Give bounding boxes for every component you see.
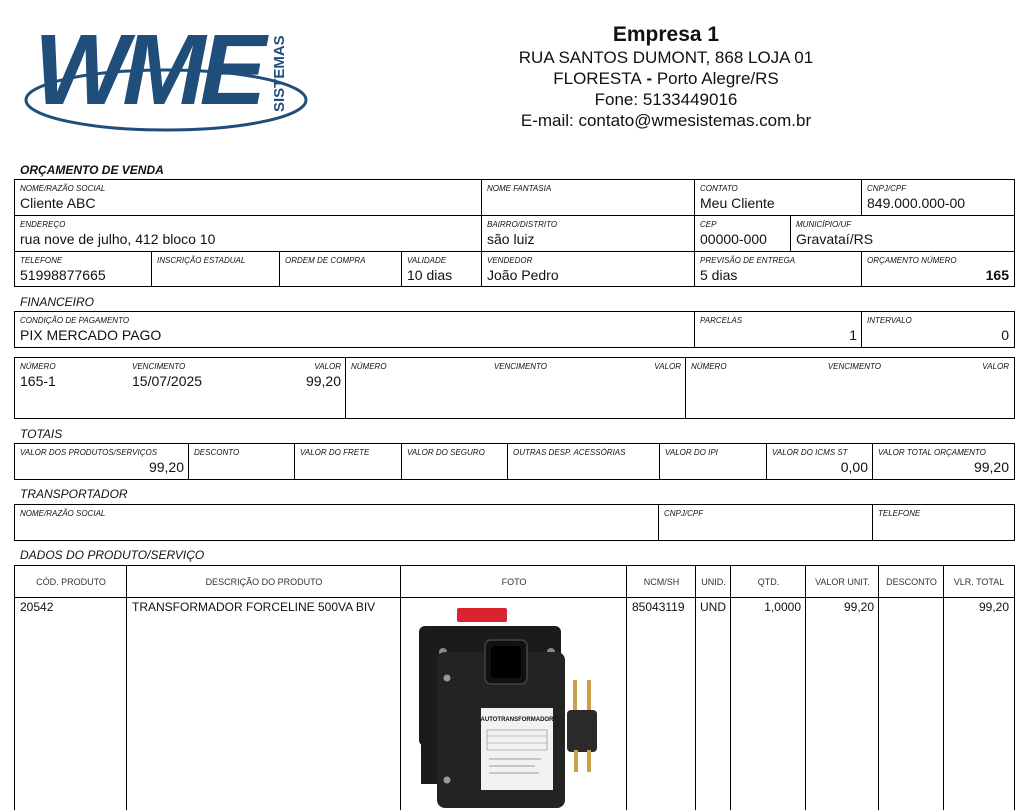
installment-1: NÚMERO VENCIMENTO VALOR 165-1 15/07/2025 99,20 xyxy=(20,362,341,389)
company-district: FLORESTA - Porto Alegre/RS xyxy=(553,69,779,88)
product-total: 99,20 xyxy=(978,600,1009,614)
total-ipi-cell: VALOR DO IPI xyxy=(659,444,767,479)
carrier-box xyxy=(14,504,1015,541)
product-qty: 1,0000 xyxy=(764,600,801,614)
client-box xyxy=(14,179,1015,287)
payment-box xyxy=(14,311,1015,348)
budget-title: ORÇAMENTO DE VENDA xyxy=(20,163,164,177)
company-logo xyxy=(22,20,312,138)
company-phone: Fone: 5133449016 xyxy=(594,90,738,109)
company-name: Empresa 1 xyxy=(612,23,720,46)
client-cnpj-cell: CNPJ/CPF 849.000.000-00 xyxy=(861,180,1014,216)
logo-text: WME xyxy=(34,20,261,126)
col-code: CÓD. PRODUTO 20542 xyxy=(15,566,127,810)
client-fantasy-cell: NOME FANTASIA xyxy=(481,180,695,216)
product-photo xyxy=(411,604,631,809)
client-order-cell: ORDEM DE COMPRA xyxy=(279,252,402,287)
company-email: E-mail: contato@wmesistemas.com.br xyxy=(520,111,812,130)
total-budget-cell: VALOR TOTAL ORÇAMENTO 99,20 xyxy=(872,444,1014,479)
carrier-title: TRANSPORTADOR xyxy=(20,487,128,501)
installment-value: 99,20 xyxy=(305,373,341,389)
installment-2: NÚMERO VENCIMENTO VALOR xyxy=(345,358,686,418)
col-discount: DESCONTO xyxy=(878,566,944,810)
col-unit-value: VALOR UNIT. 99,20 xyxy=(805,566,879,810)
photo-label: AUTOTRANSFORMADOR xyxy=(480,717,554,723)
col-qty: QTD. 1,0000 xyxy=(730,566,806,810)
product-desc: TRANSFORMADOR FORCELINE 500VA BIV xyxy=(132,600,376,614)
col-photo: FOTO AUTOTRANSFORMADOR xyxy=(400,566,627,810)
client-phone-cell: TELEFONE 51998877665 xyxy=(20,256,106,283)
client-cep-cell: CEP 00000-000 xyxy=(694,216,791,251)
totals-box xyxy=(14,443,1015,480)
client-ie-cell: INSCRIÇÃO ESTADUAL xyxy=(151,252,280,287)
budget-seller-cell: VENDEDOR João Pedro xyxy=(481,252,695,287)
total-products-cell: VALOR DOS PRODUTOS/SERVIÇOS 99,20 xyxy=(20,448,184,475)
client-name-cell: NOME/RAZÃO SOCIAL Cliente ABC xyxy=(15,180,482,216)
client-contact-cell: CONTATO Meu Cliente xyxy=(694,180,862,216)
installments-box xyxy=(14,357,1015,419)
company-address: RUA SANTOS DUMONT, 868 LOJA 01 xyxy=(518,48,814,67)
col-ncm: NCM/SH 85043119 xyxy=(626,566,696,810)
budget-number-cell: ORÇAMENTO NÚMERO 165 xyxy=(861,252,1014,287)
installment-number: 165-1 xyxy=(20,373,56,389)
budget-validity-cell: VALIDADE 10 dias xyxy=(401,252,482,287)
company-info xyxy=(470,22,862,131)
carrier-phone-cell: TELEFONE xyxy=(872,505,1014,540)
col-total: VLR. TOTAL 99,20 xyxy=(943,566,1014,810)
client-name: Cliente ABC xyxy=(20,195,96,211)
payment-condition-cell: CONDIÇÃO DE PAGAMENTO PIX MERCADO PAGO xyxy=(20,316,162,343)
client-address-cell: ENDEREÇO rua nove de julho, 412 bloco 10 xyxy=(20,220,216,247)
totals-title: TOTAIS xyxy=(20,427,63,441)
payment-interval-cell: INTERVALO 0 xyxy=(861,312,1014,347)
col-desc: DESCRIÇÃO DO PRODUTO TRANSFORMADOR FORCELINE 500VA BIV xyxy=(126,566,401,810)
products-table xyxy=(14,565,1015,810)
total-insurance-cell: VALOR DO SEGURO xyxy=(401,444,508,479)
installment-due: 15/07/2025 xyxy=(132,373,203,389)
product-ncm: 85043119 xyxy=(632,600,685,614)
installment-3: NÚMERO VENCIMENTO VALOR xyxy=(685,358,1014,418)
products-title: DADOS DO PRODUTO/SERVIÇO xyxy=(20,548,205,562)
client-city-cell: MUNICÍPIO/UF Gravataí/RS xyxy=(790,216,1014,251)
financial-title: FINANCEIRO xyxy=(20,295,95,309)
logo-subtext: SISTEMAS xyxy=(271,35,288,112)
total-freight-cell: VALOR DO FRETE xyxy=(294,444,402,479)
budget-delivery-cell: PREVISÃO DE ENTREGA 5 dias xyxy=(694,252,862,287)
total-discount-cell: DESCONTO xyxy=(188,444,295,479)
product-code: 20542 xyxy=(20,600,54,614)
total-other-cell: OUTRAS DESP. ACESSÓRIAS xyxy=(507,444,660,479)
col-unit: UNID. UND xyxy=(695,566,731,810)
carrier-name-cell: NOME/RAZÃO SOCIAL xyxy=(20,509,106,518)
total-budget-value: 99,20 xyxy=(973,459,1009,475)
budget-number: 165 xyxy=(985,267,1009,283)
total-icms-st-cell: VALOR DO ICMS ST 0,00 xyxy=(766,444,873,479)
client-district-cell: BAIRRO/DISTRITO são luiz xyxy=(481,216,695,251)
payment-installments-cell: PARCELAS 1 xyxy=(694,312,862,347)
product-unit-value: 99,20 xyxy=(843,600,874,614)
product-unit: UND xyxy=(700,600,726,614)
carrier-cnpj-cell: CNPJ/CPF xyxy=(658,505,873,540)
